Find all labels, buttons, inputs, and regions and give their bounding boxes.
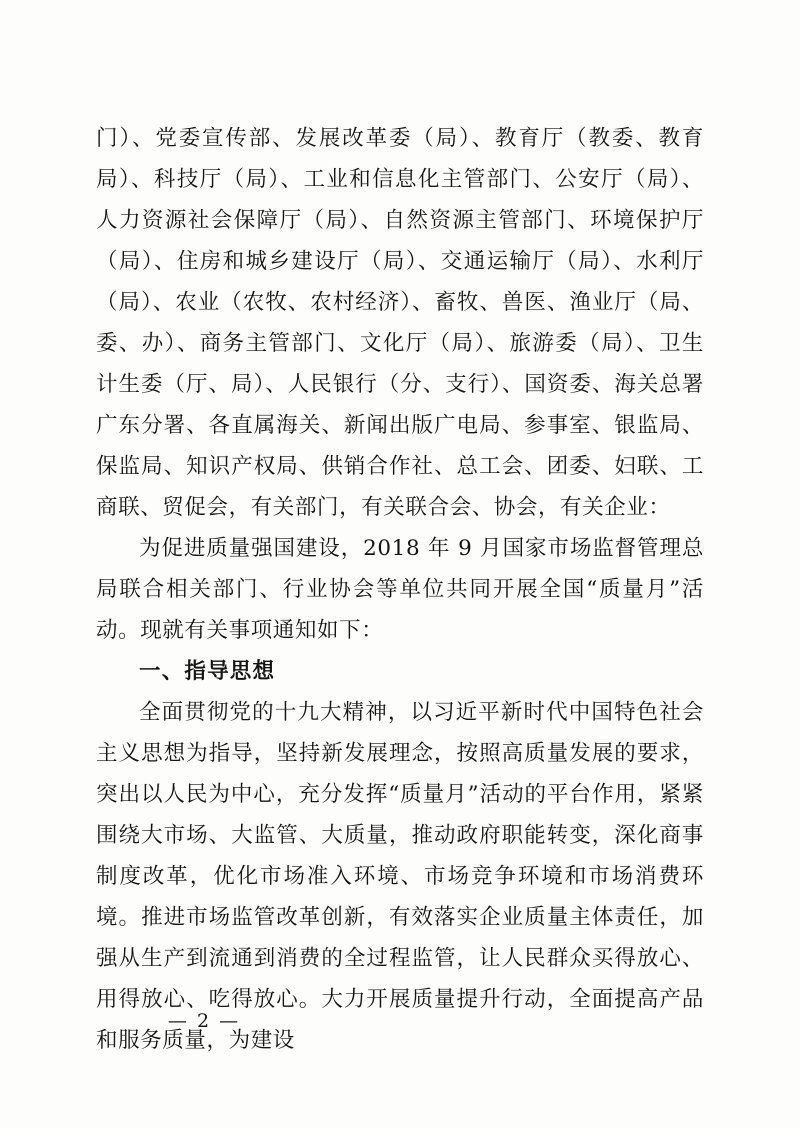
section-heading-guiding-ideology: 一、指导思想: [139, 659, 276, 684]
page-number-label: — 2 —: [167, 1010, 241, 1032]
document-body: [96, 118, 704, 1061]
page-number: [0, 1010, 800, 1032]
paragraph-guiding-ideology-body: 全面贯彻党的十九大精神，以习近平新时代中国特色社会主义思想为指导，坚持新发展理念，按照高质量发展的要求，突出以人民为中心，充分发挥“质量月”活动的平台作用，紧紧围绕大市场、大监管、大质量，推动政府职能转变，深化商事制度改革，优化市场准入环境、市场竞争环境和市场消费环境。推进市场监管改革创新，有效落实企业质量主体责任，加强从生产到流通到消费的全过程监管，让人民群众买得放心、用得放心、吃得放心。大力开展质量提升行动，全面提高产品和服务质量，为建设: [96, 700, 704, 1053]
paragraph-intro: 为促进质量强国建设，2018 年 9 月国家市场监督管理总局联合相关部门、行业协会等单位共同开展全国“质量月”活动。现就有关事项通知如下：: [96, 536, 704, 643]
paragraph-recipients: 门）、党委宣传部、发展改革委（局）、教育厅（教委、教育局）、科技厅（局）、工业和信息化主管部门、公安厅（局）、人力资源社会保障厅（局）、自然资源主管部门、环境保护厅（局）、住房和城乡建设厅（局）、交通运输厅（局）、水利厅（局）、农业（农牧、农村经济）、畜牧、兽医、渔业厅（局、委、办）、商务主管部门、文化厅（局）、旅游委（局）、卫生计生委（厅、局）、人民银行（分、支行）、国资委、海关总署广东分署、各直属海关、新闻出版广电局、参事室、银监局、保监局、知识产权局、供销合作社、总工会、团委、妇联、工商联、贸促会，有关部门，有关联合会、协会，有关企业：: [96, 126, 704, 520]
